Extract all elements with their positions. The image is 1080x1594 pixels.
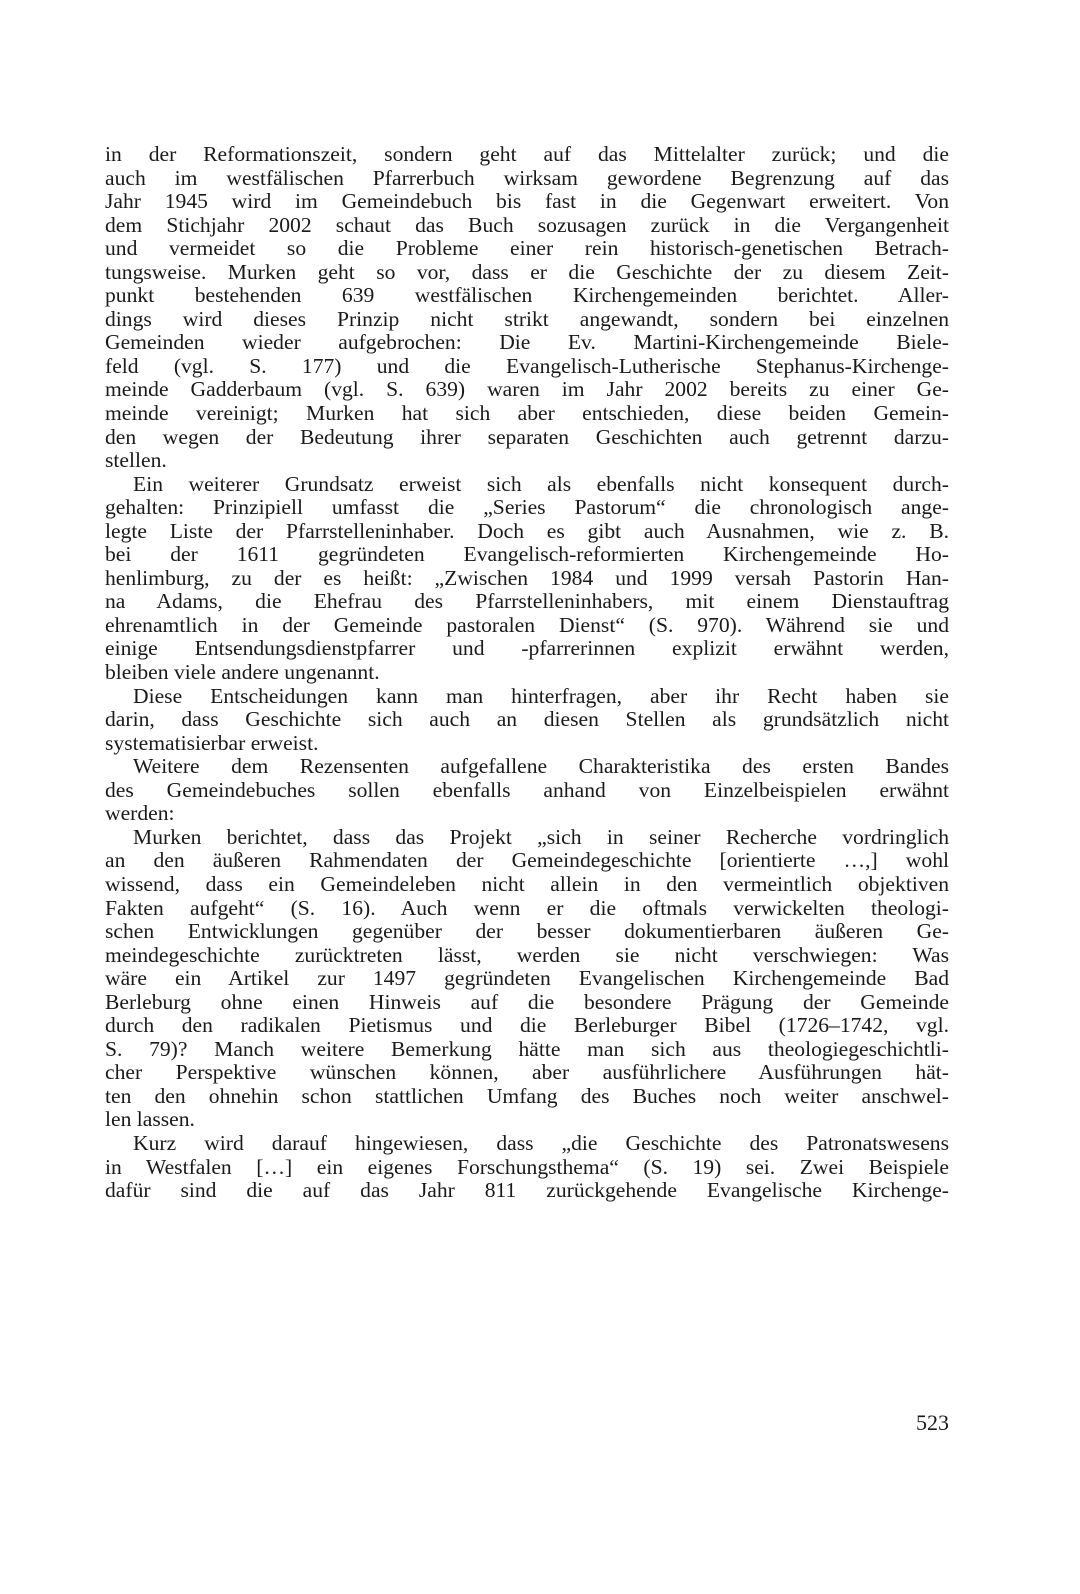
text-line: cher Perspektive wünschen können, aber ausführlichere Ausführungen hät-	[105, 1060, 949, 1085]
text-line: dem Stichjahr 2002 schaut das Buch sozusagen zurück in die Vergangenheit	[105, 212, 949, 237]
text-line: auch im westfälischen Pfarrerbuch wirksam gewordene Begrenzung auf das	[105, 165, 949, 190]
text-line: S. 79)? Manch weitere Bemerkung hätte man sich aus theologiegeschichtli-	[105, 1036, 949, 1061]
body-text	[105, 143, 949, 1203]
text-line: in Westfalen […] ein eigenes Forschungsthema“ (S. 19) sei. Zwei Beispiele	[105, 1154, 949, 1179]
text-line: legte Liste der Pfarrstelleninhaber. Doch es gibt auch Ausnahmen, wie z. B.	[105, 518, 949, 543]
paragraph	[105, 826, 949, 1132]
page-number: 523	[916, 1410, 949, 1435]
text-line: Ein weiterer Grundsatz erweist sich als ebenfalls nicht konsequent durch-	[133, 471, 949, 496]
paragraph	[105, 473, 949, 685]
text-line: bleiben viele andere ungenannt.	[105, 660, 380, 685]
text-line: stellen.	[105, 448, 167, 473]
text-line: systematisierbar erweist.	[105, 730, 319, 755]
text-line: ten den ohnehin schon stattlichen Umfang des Buches noch weiter anschwel-	[105, 1083, 949, 1108]
text-line: wäre ein Artikel zur 1497 gegründeten Evangelischen Kirchengemeinde Bad	[105, 966, 949, 991]
paragraph	[105, 755, 949, 826]
text-line: darin, dass Geschichte sich auch an diesen Stellen als grundsätzlich nicht	[105, 707, 949, 732]
text-line: feld (vgl. S. 177) und die Evangelisch-Lutherische Stephanus-Kirchenge-	[105, 353, 949, 378]
text-line: meinde vereinigt; Murken hat sich aber entschieden, diese beiden Gemein-	[105, 401, 949, 426]
text-line: des Gemeindebuches sollen ebenfalls anhand von Einzelbeispielen erwähnt	[105, 777, 949, 802]
paragraph	[105, 143, 949, 473]
text-line: bei der 1611 gegründeten Evangelisch-reformierten Kirchengemeinde Ho-	[105, 542, 949, 567]
text-line: Weitere dem Rezensenten aufgefallene Charakteristika des ersten Bandes	[133, 754, 949, 779]
text-line: durch den radikalen Pietismus und die Berleburger Bibel (1726–1742, vgl.	[105, 1013, 949, 1038]
text-line: dings wird dieses Prinzip nicht strikt angewandt, sondern bei einzelnen	[105, 306, 949, 331]
text-line: an den äußeren Rahmendaten der Gemeindegeschichte [orientierte …,] wohl	[105, 848, 949, 873]
text-line: tungsweise. Murken geht so vor, dass er die Geschichte der zu diesem Zeit-	[105, 259, 949, 284]
text-line: na Adams, die Ehefrau des Pfarrstelleninhabers, mit einem Dienstauftrag	[105, 589, 949, 614]
text-line: henlimburg, zu der es heißt: „Zwischen 1984 und 1999 versah Pastorin Han-	[105, 565, 949, 590]
text-line: schen Entwicklungen gegenüber der besser dokumentierbaren äußeren Ge-	[105, 919, 949, 944]
text-line: len lassen.	[105, 1107, 195, 1132]
text-line: Berleburg ohne einen Hinweis auf die besondere Prägung der Gemeinde	[105, 989, 949, 1014]
text-line: ehrenamtlich in der Gemeinde pastoralen Dienst“ (S. 970). Während sie und	[105, 612, 949, 637]
text-line: Jahr 1945 wird im Gemeindebuch bis fast in die Gegenwart erweitert. Von	[105, 189, 949, 214]
text-line: wissend, dass ein Gemeindeleben nicht allein in den vermeintlich objektiven	[105, 871, 949, 896]
text-line: meindegeschichte zurücktreten lässt, werden sie nicht verschwiegen: Was	[105, 942, 949, 967]
text-line: einige Entsendungsdienstpfarrer und -pfarrerinnen explizit erwähnt werden,	[105, 636, 949, 661]
text-line: den wegen der Bedeutung ihrer separaten Geschichten auch getrennt darzu-	[105, 424, 949, 449]
text-line: meinde Gadderbaum (vgl. S. 639) waren im Jahr 2002 bereits zu einer Ge-	[105, 377, 949, 402]
text-line: Diese Entscheidungen kann man hinterfragen, aber ihr Recht haben sie	[133, 683, 949, 708]
text-line: Murken berichtet, dass das Projekt „sich in seiner Recherche vordringlich	[133, 824, 949, 849]
text-line: werden:	[105, 801, 175, 826]
text-line: dafür sind die auf das Jahr 811 zurückgehende Evangelische Kirchenge-	[105, 1178, 949, 1203]
text-line: Gemeinden wieder aufgebrochen: Die Ev. Martini-Kirchengemeinde Biele-	[105, 330, 949, 355]
text-line: punkt bestehenden 639 westfälischen Kirchengemeinden berichtet. Aller-	[105, 283, 949, 308]
paragraph	[105, 1132, 949, 1203]
text-line: Fakten aufgeht“ (S. 16). Auch wenn er die oftmals verwickelten theologi-	[105, 895, 949, 920]
text-line: gehalten: Prinzipiell umfasst die „Series Pastorum“ die chronologisch ange-	[105, 495, 949, 520]
text-line: und vermeidet so die Probleme einer rein historisch-genetischen Betrach-	[105, 236, 949, 261]
paragraph	[105, 685, 949, 756]
text-line: Kurz wird darauf hingewiesen, dass „die Geschichte des Patronatswesens	[133, 1130, 949, 1155]
text-line: in der Reformationszeit, sondern geht auf das Mittelalter zurück; und die	[105, 142, 949, 166]
